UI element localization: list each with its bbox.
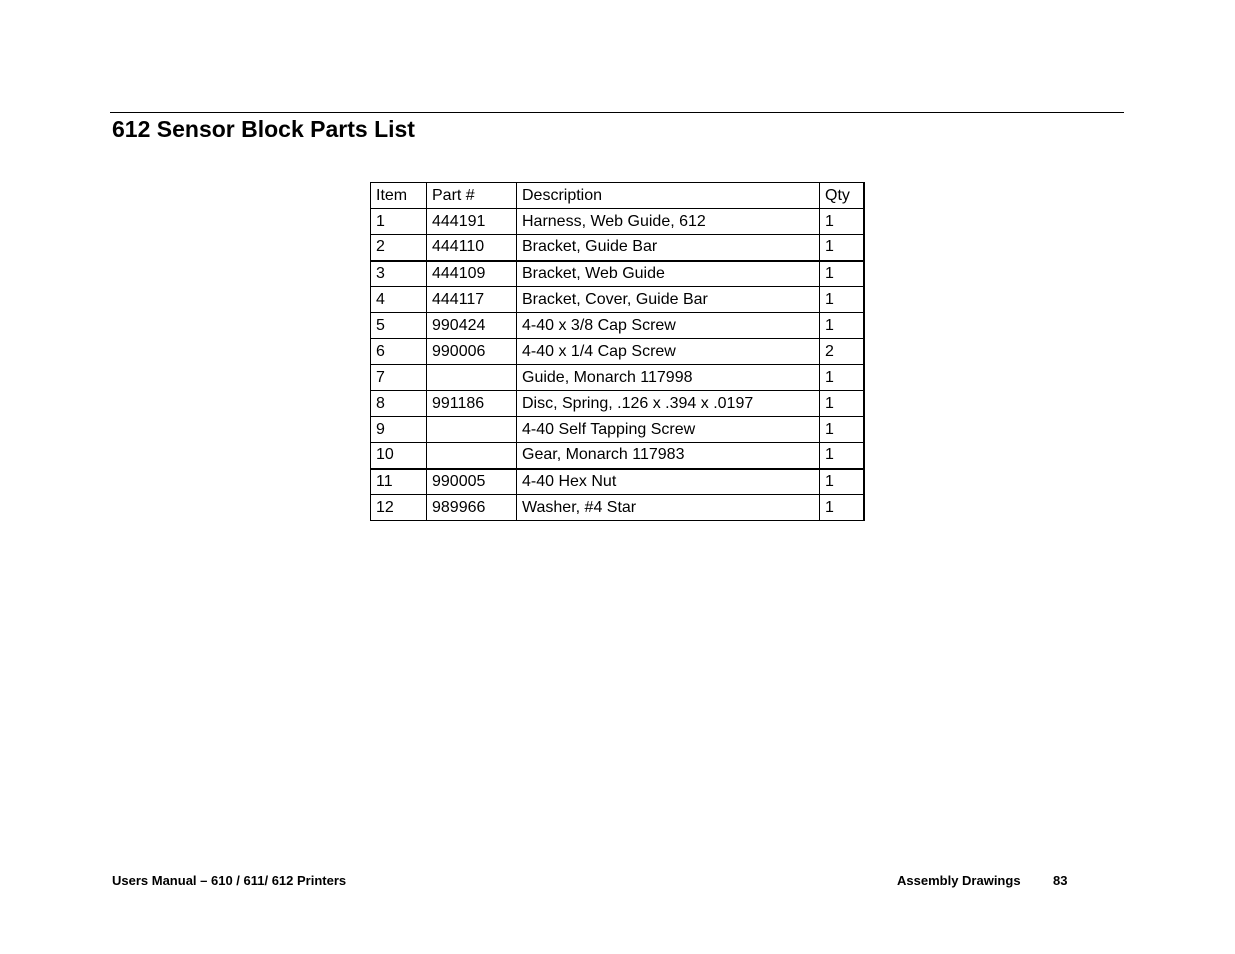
cell-part-number	[427, 417, 517, 443]
cell-description: Disc, Spring, .126 x .394 x .0197	[517, 391, 820, 417]
cell-part-number: 989966	[427, 495, 517, 521]
parts-table	[370, 182, 865, 521]
cell-qty: 2	[820, 339, 864, 365]
footer-section-name: Assembly Drawings	[897, 873, 1021, 888]
cell-part-number	[427, 365, 517, 391]
cell-qty: 1	[820, 235, 864, 261]
cell-item: 4	[371, 287, 427, 313]
cell-item: 12	[371, 495, 427, 521]
cell-item: 6	[371, 339, 427, 365]
header-item: Item	[371, 183, 427, 209]
cell-description: Bracket, Guide Bar	[517, 235, 820, 261]
cell-part-number: 990005	[427, 469, 517, 495]
cell-qty: 1	[820, 495, 864, 521]
cell-description: 4-40 x 1/4 Cap Screw	[517, 339, 820, 365]
cell-qty: 1	[820, 209, 864, 235]
cell-qty: 1	[820, 391, 864, 417]
title-rule	[110, 112, 1124, 113]
cell-description: Bracket, Cover, Guide Bar	[517, 287, 820, 313]
cell-item: 2	[371, 235, 427, 261]
cell-part-number: 444191	[427, 209, 517, 235]
table-row	[371, 339, 864, 365]
cell-item: 1	[371, 209, 427, 235]
cell-item: 8	[371, 391, 427, 417]
cell-description: Harness, Web Guide, 612	[517, 209, 820, 235]
table-row	[371, 391, 864, 417]
table-row	[371, 235, 864, 261]
cell-qty: 1	[820, 287, 864, 313]
cell-part-number: 990424	[427, 313, 517, 339]
cell-qty: 1	[820, 469, 864, 495]
table-row	[371, 495, 864, 521]
table-row	[371, 443, 864, 469]
header-description: Description	[517, 183, 820, 209]
cell-item: 9	[371, 417, 427, 443]
cell-description: 4-40 Self Tapping Screw	[517, 417, 820, 443]
table-header-row	[371, 183, 864, 209]
cell-item: 10	[371, 443, 427, 469]
table-row	[371, 417, 864, 443]
cell-part-number: 444117	[427, 287, 517, 313]
cell-description: Washer, #4 Star	[517, 495, 820, 521]
cell-qty: 1	[820, 443, 864, 469]
cell-item: 11	[371, 469, 427, 495]
table-row	[371, 365, 864, 391]
cell-description: 4-40 Hex Nut	[517, 469, 820, 495]
page-title: 612 Sensor Block Parts List	[112, 116, 415, 142]
cell-description: Bracket, Web Guide	[517, 261, 820, 287]
table-row	[371, 287, 864, 313]
cell-description: Guide, Monarch 117998	[517, 365, 820, 391]
table-row	[371, 313, 864, 339]
table-row	[371, 209, 864, 235]
cell-qty: 1	[820, 313, 864, 339]
cell-part-number	[427, 443, 517, 469]
header-part-number: Part #	[427, 183, 517, 209]
cell-qty: 1	[820, 261, 864, 287]
cell-item: 3	[371, 261, 427, 287]
cell-item: 5	[371, 313, 427, 339]
cell-qty: 1	[820, 417, 864, 443]
cell-description: Gear, Monarch 117983	[517, 443, 820, 469]
cell-qty: 1	[820, 365, 864, 391]
table-row	[371, 469, 864, 495]
header-qty: Qty	[820, 183, 864, 209]
footer-manual-title: Users Manual – 610 / 611/ 612 Printers	[112, 873, 347, 888]
cell-item: 7	[371, 365, 427, 391]
table-row	[371, 261, 864, 287]
cell-part-number: 991186	[427, 391, 517, 417]
cell-description: 4-40 x 3/8 Cap Screw	[517, 313, 820, 339]
cell-part-number: 444110	[427, 235, 517, 261]
cell-part-number: 444109	[427, 261, 517, 287]
cell-part-number: 990006	[427, 339, 517, 365]
footer-page-number: 83	[1053, 873, 1068, 888]
